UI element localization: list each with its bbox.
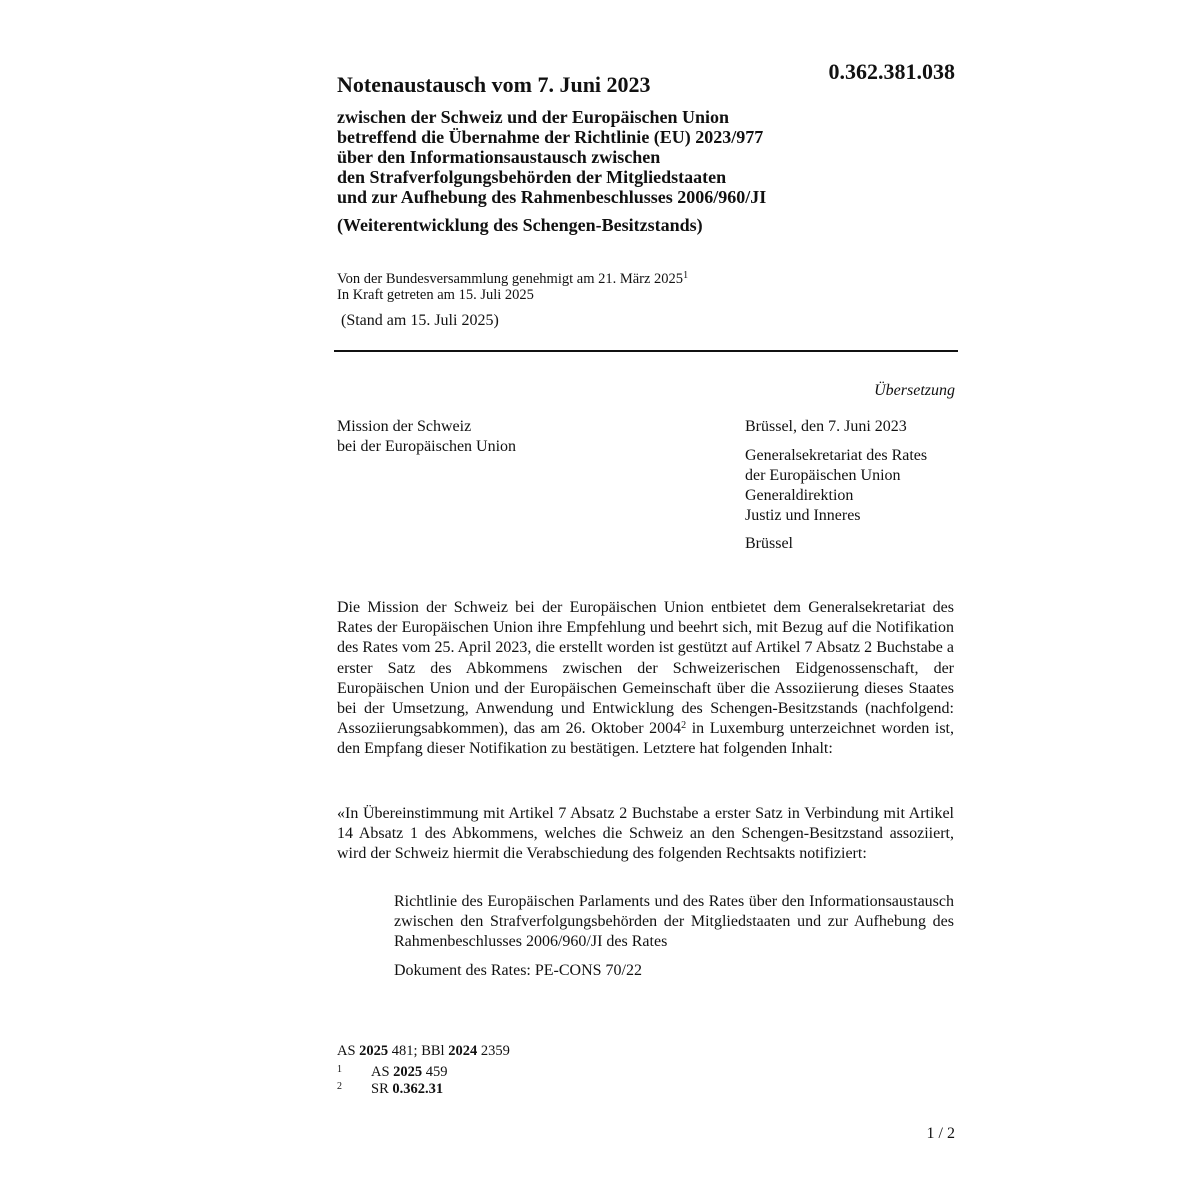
footnote-text: AS bbox=[371, 1064, 394, 1080]
subtitle-line: zwischen der Schweiz und der Europäischen Union bbox=[337, 107, 730, 127]
subtitle-line: den Strafverfolgungsbehörden der Mitgliedstaaten bbox=[337, 167, 727, 187]
document-subtitle bbox=[337, 107, 897, 207]
ref-text: 2359 bbox=[477, 1043, 510, 1059]
footnote-text: 459 bbox=[422, 1064, 448, 1080]
footnote-text: SR bbox=[371, 1081, 393, 1097]
paragraph-text: in Luxemburg unterzeichnet worden ist, den Empfang dieser Notifikation zu bestätigen. Letztere hat folgenden Inhalt: bbox=[337, 720, 955, 758]
directive-title: Richtlinie des Europäischen Parlaments und des Rates über den Informationsaustausch zwischen den Strafverfolgungsbehörden der Mitgliedstaaten und zur Aufhebung des Rahmenbeschlusses 2006/960/JI des Rates bbox=[394, 893, 954, 951]
paragraph-text: Die Mission der Schweiz bei der Europäischen Union entbietet dem Generalsekretariat des Rates der Europäischen Union ihre Empfehlung und beehrt sich, mit Bezug auf die Notifikation des Rates vom 25. April 2023, die erstellt worden ist gestützt auf Artikel 7 Absatz 2 Buchstabe a erster Satz des Abkommens zwischen der Schweizerischen Eidgenossenschaft, der Europäischen Union und der Europäischen Gemeinschaft über die Assoziierung dieses Staates bei der Umsetzung, Anwendung und Entwicklung des Schengen-Besitzstands (nachfolgend: Assoziierungsabkommen), das am 26. Oktober 2004 bbox=[337, 599, 954, 738]
publication-reference bbox=[337, 1042, 510, 1060]
translation-label: Übersetzung bbox=[874, 382, 955, 399]
document-title: Notenaustausch vom 7. Juni 2023 bbox=[337, 72, 651, 97]
footnote-sr-number[interactable]: 0.362.31 bbox=[392, 1081, 444, 1097]
body-paragraph-1 bbox=[337, 598, 954, 760]
subtitle-line: über den Informationsaustausch zwischen bbox=[337, 147, 661, 167]
in-force-line: In Kraft getreten am 15. Juli 2025 bbox=[337, 287, 534, 303]
subtitle-line: betreffend die Übernahme der Richtlinie (EU) 2023/977 bbox=[337, 127, 764, 147]
ref-text: AS bbox=[337, 1043, 360, 1059]
ref-text: 481; BBl bbox=[388, 1043, 449, 1059]
sender-address bbox=[337, 417, 516, 457]
schengen-parenthetical: (Weiterentwicklung des Schengen-Besitzstands) bbox=[337, 215, 703, 235]
footnote-mark-2[interactable]: 2 bbox=[681, 720, 687, 732]
footnote-2 bbox=[337, 1079, 443, 1097]
footnote-mark-1[interactable]: 1 bbox=[683, 270, 689, 281]
stand-date: (Stand am 15. Juli 2025) bbox=[341, 312, 499, 329]
header-divider bbox=[334, 350, 958, 352]
ref-year: 2025 bbox=[359, 1043, 389, 1059]
footnote-1 bbox=[337, 1062, 448, 1080]
subtitle-line: und zur Aufhebung des Rahmenbeschlusses 2006/960/JI bbox=[337, 187, 767, 207]
recipient-line: Justiz und Inneres bbox=[745, 507, 861, 524]
recipient-line: Generalsekretariat des Rates bbox=[745, 447, 928, 464]
sr-number: 0.362.381.038 bbox=[828, 59, 955, 84]
approval-text: Von der Bundesversammlung genehmigt am 21. März 2025 bbox=[337, 271, 684, 287]
recipient-city: Brüssel bbox=[745, 535, 793, 552]
approval-block bbox=[337, 271, 688, 303]
sender-line: Mission der Schweiz bbox=[337, 418, 472, 435]
letter-date: Brüssel, den 7. Juni 2023 bbox=[745, 418, 907, 435]
recipient-line: Generaldirektion bbox=[745, 487, 854, 504]
approval-line bbox=[337, 271, 688, 287]
recipient-line: der Europäischen Union bbox=[745, 467, 901, 484]
sender-line: bei der Europäischen Union bbox=[337, 438, 517, 455]
body-paragraph-2: «In Übereinstimmung mit Artikel 7 Absatz 2 Buchstabe a erster Satz in Verbindung mit Artikel 14 Absatz 1 des Abkommens, welches die Schweiz an den Schengen-Besitzstand assoziiert, wird der Schweiz hiermit die Verabschiedung des folgenden Rechtsakts notifiziert: bbox=[337, 805, 954, 863]
footnote-number: 1 bbox=[337, 1064, 342, 1075]
ref-year: 2024 bbox=[448, 1043, 478, 1059]
footnote-year: 2025 bbox=[393, 1064, 423, 1080]
page-number: 1 / 2 bbox=[926, 1125, 955, 1142]
recipient-address bbox=[745, 417, 960, 554]
council-document-ref: Dokument des Rates: PE-CONS 70/22 bbox=[394, 962, 642, 979]
footnote-number: 2 bbox=[337, 1081, 342, 1092]
